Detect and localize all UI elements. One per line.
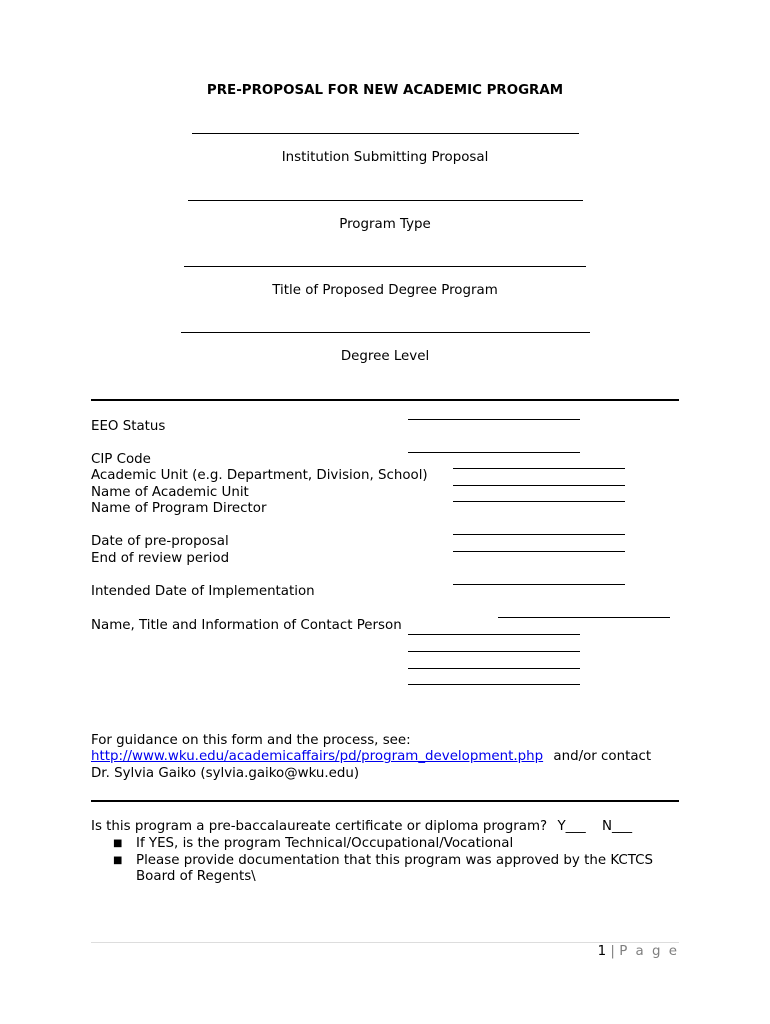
implementation-date-field[interactable] — [453, 584, 625, 585]
institution-line[interactable] — [192, 133, 579, 134]
contact-person-field-3[interactable] — [408, 651, 580, 652]
degree-title-label: Title of Proposed Degree Program — [272, 283, 498, 298]
contact-person-label: Name, Title and Information of Contact Person — [91, 618, 402, 633]
bullet-kctcs-cont: Board of Regents\ — [136, 869, 256, 884]
guidance-text: For guidance on this form and the process, see: — [91, 733, 411, 748]
bullet-marker: ■ — [113, 855, 123, 866]
program-director-field[interactable] — [453, 501, 625, 502]
contact-person-field-1[interactable] — [498, 617, 670, 618]
page-number: 1 — [597, 944, 607, 959]
program-director-label: Name of Program Director — [91, 501, 267, 516]
cip-code-label: CIP Code — [91, 452, 151, 467]
review-end-label: End of review period — [91, 551, 230, 566]
eeo-status-label: EEO Status — [91, 419, 166, 434]
program-type-line[interactable] — [188, 200, 583, 201]
program-development-link[interactable]: http://www.wku.edu/academicaffairs/pd/program_development.php — [91, 749, 544, 764]
bullet-tov: If YES, is the program Technical/Occupational/Vocational — [136, 836, 514, 851]
pre-bacc-question-text: Is this program a pre-baccalaureate certificate or diploma program? — [91, 819, 548, 834]
academic-unit-name-label: Name of Academic Unit — [91, 485, 249, 500]
preproposal-date-field[interactable] — [453, 534, 625, 535]
cip-code-field[interactable] — [408, 452, 580, 453]
footer-divider — [91, 942, 679, 943]
guidance-contact-text: and/or contact — [553, 749, 652, 764]
contact-person-field-2[interactable] — [408, 634, 580, 635]
no-option[interactable]: N___ — [601, 819, 633, 834]
preproposal-date-label: Date of pre-proposal — [91, 534, 229, 549]
academic-unit-label: Academic Unit (e.g. Department, Division, School) — [91, 468, 428, 483]
academic-unit-name-field[interactable] — [453, 485, 625, 486]
implementation-date-label: Intended Date of Implementation — [91, 584, 315, 599]
institution-label: Institution Submitting Proposal — [281, 150, 489, 165]
yes-option[interactable]: Y___ — [557, 819, 586, 834]
document-title: PRE-PROPOSAL FOR NEW ACADEMIC PROGRAM — [206, 83, 564, 98]
guidance-contact-name: Dr. Sylvia Gaiko (sylvia.gaiko@wku.edu) — [91, 766, 360, 781]
program-type-label: Program Type — [339, 217, 431, 232]
degree-title-line[interactable] — [184, 266, 586, 267]
degree-level-label: Degree Level — [340, 349, 430, 364]
eeo-status-field[interactable] — [408, 419, 580, 420]
review-end-field[interactable] — [453, 551, 625, 552]
section-divider-bottom — [91, 800, 679, 802]
pre-bacc-question — [91, 819, 632, 834]
page-label: P a g e — [619, 944, 679, 959]
academic-unit-field[interactable] — [453, 468, 625, 469]
contact-person-field-5[interactable] — [408, 684, 580, 685]
guidance-link-line — [91, 749, 651, 764]
bullet-marker: ■ — [113, 838, 123, 849]
degree-level-line[interactable] — [181, 332, 590, 333]
section-divider-top — [91, 399, 679, 401]
page-separator: | — [610, 944, 615, 959]
bullet-kctcs: Please provide documentation that this program was approved by the KCTCS — [136, 853, 653, 868]
page-footer — [598, 944, 679, 959]
contact-person-field-4[interactable] — [408, 668, 580, 669]
